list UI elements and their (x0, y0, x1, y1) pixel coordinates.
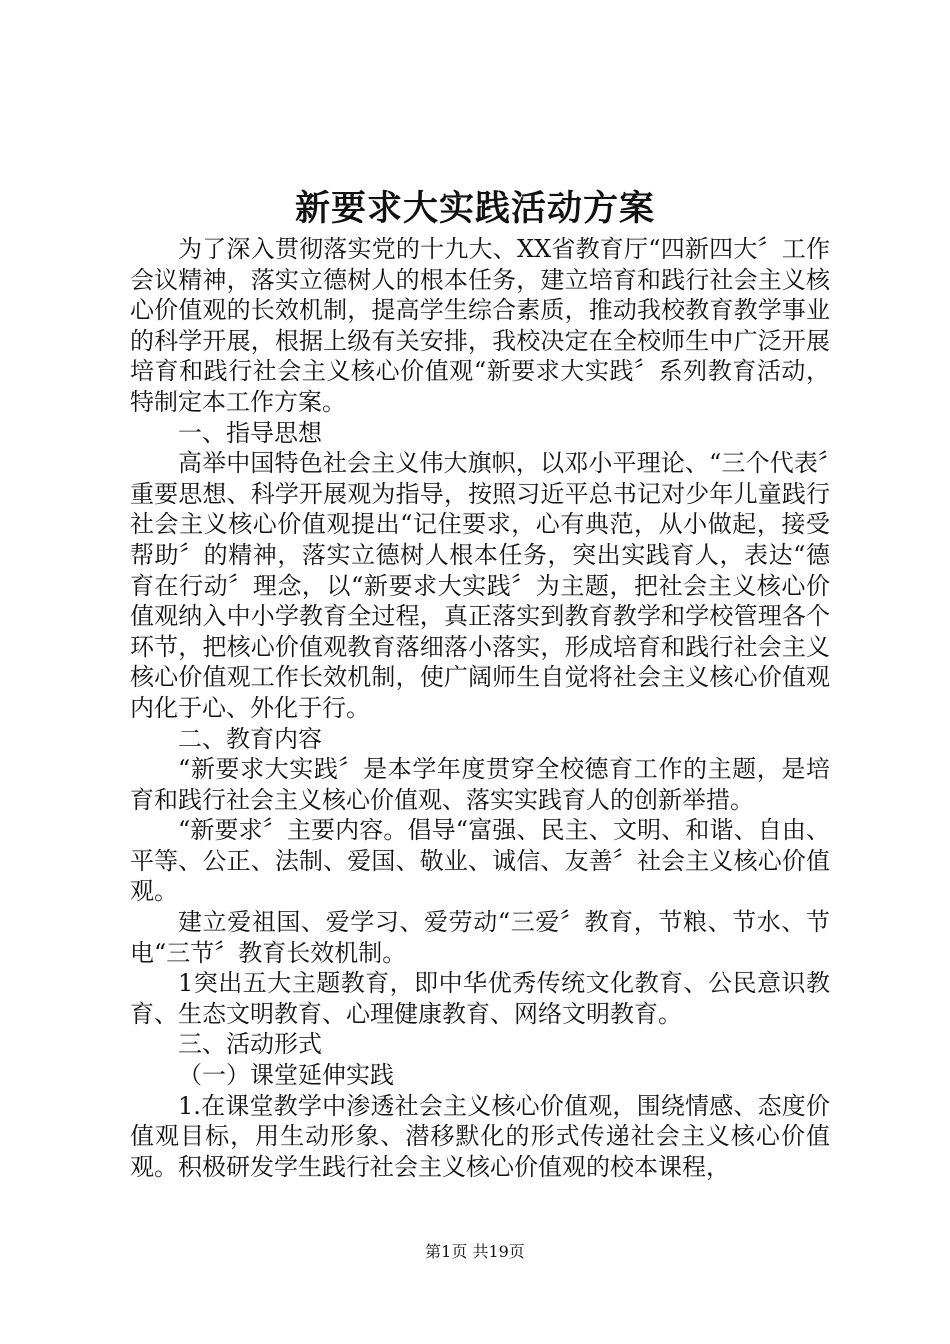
education-content-paragraph-3: 建立爱祖国、爱学习、爱劳动“三爱〞教育，节粮、节水、节电“三节〞教育长效机制。 (130, 908, 830, 967)
subsection-heading-classroom-practice: （一）课堂延伸实践 (178, 1061, 394, 1090)
education-content-paragraph-1: “新要求大实践〞是本学年度贯穿全校德育工作的主题，是培育和践行社会主义核心价值观、落实实践育人的创新举措。 (130, 755, 830, 814)
page-number-footer: 第1页 共19页 (425, 1242, 525, 1261)
intro-paragraph: 为了深入贯彻落实党的十九大、XX省教育厅“四新四大〞工作会议精神，落实立德树人的根本任务，建立培育和践行社会主义核心价值观的长效机制，提高学生综合素质，推动我校教育教学事业的科学开展，根据上级有关安排，我校决定在全校师生中广泛开展培育和践行社会主义核心价值观“新要求大实践〞系列教育活动，特制定本工作方案。 (130, 235, 830, 416)
section-heading-education-content: 二、教育内容 (178, 724, 322, 753)
guiding-ideology-paragraph: 高举中国特色社会主义伟大旗帜，以邓小平理论、“三个代表〞重要思想、科学开展观为指导，按照习近平总书记对少年儿童践行社会主义核心价值观提出“记住要求，心有典范，从小做起，接受帮助〞的精神，落实立德树人根本任务，突出实践育人，表达“德育在行动〞理念，以“新要求大实践〞为主题，把社会主义核心价值观纳入中小学教育全过程，真正落实到教育教学和学校管理各个环节，把核心价值观教育落细落小落实，形成培育和践行社会主义核心价值观工作长效机制，使广阔师生自觉将社会主义核心价值观内化于心、外化于行。 (130, 449, 830, 722)
education-content-paragraph-2: “新要求〞主要内容。倡导“富强、民主、文明、和谐、自由、平等、公正、法制、爱国、敬业、诚信、友善〞社会主义核心价值观。 (130, 816, 830, 906)
section-heading-guiding-ideology: 一、指导思想 (178, 418, 322, 447)
section-heading-activity-forms: 三、活动形式 (178, 1030, 322, 1059)
document-title: 新要求大实践活动方案 (294, 188, 655, 229)
classroom-practice-paragraph: 1.在课堂教学中渗透社会主义核心价值观，围绕情感、态度价值观目标，用生动形象、潜移默化的形式传递社会主义核心价值观。积极研发学生践行社会主义核心价值观的校本课程， (130, 1091, 830, 1181)
education-content-paragraph-4: 1突出五大主题教育，即中华优秀传统文化教育、公民意识教育、生态文明教育、心理健康教育、网络文明教育。 (130, 969, 830, 1028)
document-body (130, 234, 830, 1182)
